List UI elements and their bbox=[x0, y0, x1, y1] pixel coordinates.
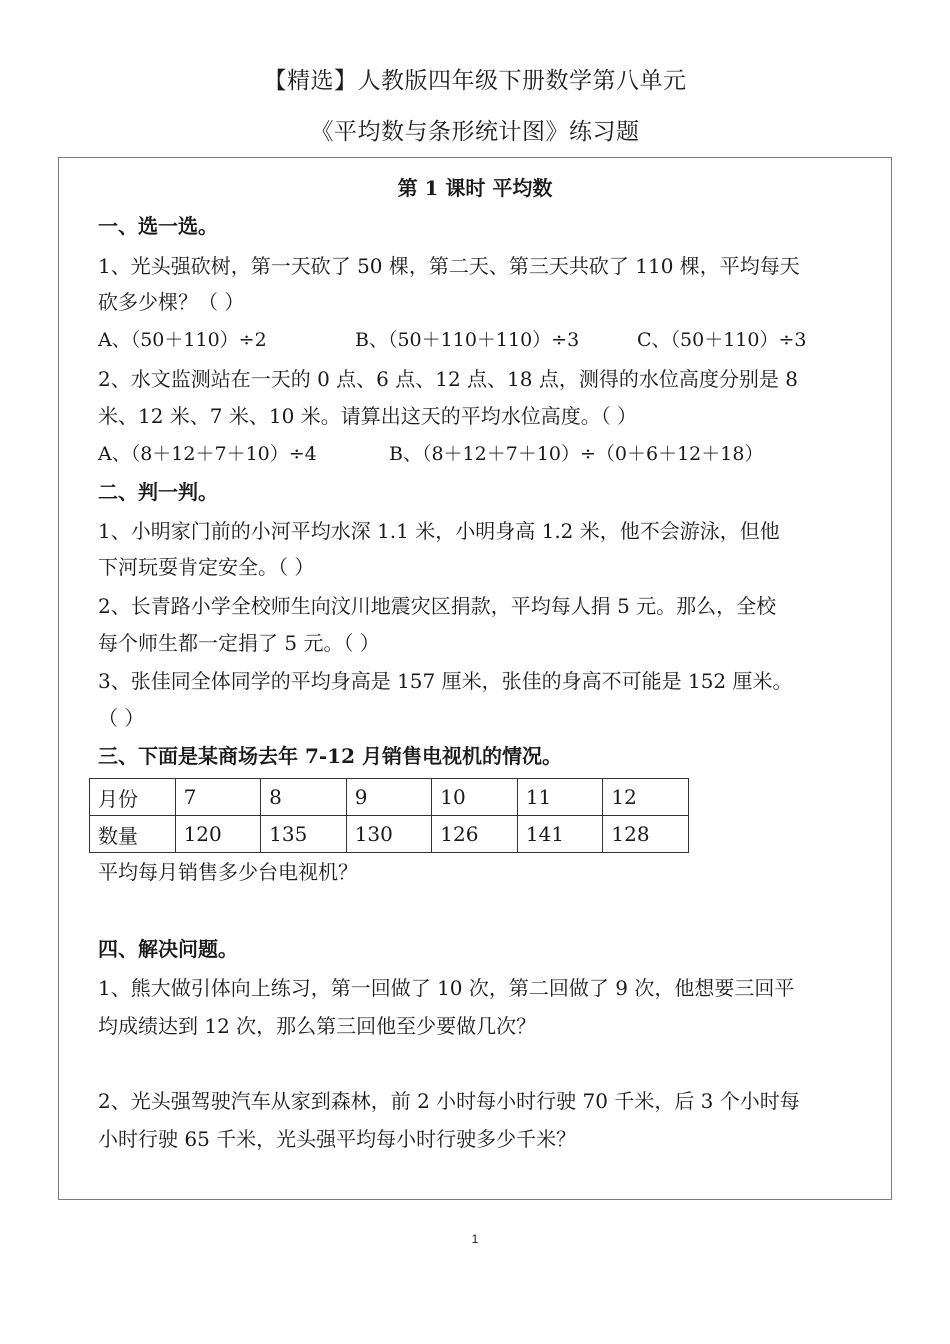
section1-heading: 一、选一选。 bbox=[98, 214, 218, 238]
problem2-line2: 小时行驶 65 千米，光头强平均每小时行驶多少千米？ bbox=[98, 1127, 577, 1151]
problem2-line1: 2、光头强驾驶汽车从家到森林，前 2 小时每小时行驶 70 千米，后 3 个小时每 bbox=[98, 1089, 800, 1113]
q2-line1: 2、水文监测站在一天的 0 点、6 点、12 点、18 点，测得的水位高度分别是 8 bbox=[98, 367, 798, 391]
q2-option-b: B、（8＋12＋7＋10）÷（0＋6＋12＋18） bbox=[389, 443, 764, 465]
q1-option-b: B、（50＋110＋110）÷3 bbox=[355, 329, 580, 351]
q2-option-a: A、（8＋12＋7＋10）÷4 bbox=[98, 443, 317, 465]
table-cell: 12 bbox=[603, 779, 689, 816]
table-cell: 135 bbox=[261, 816, 347, 853]
problem1-line2: 均成绩达到 12 次，那么第三回他至少要做几次？ bbox=[98, 1014, 537, 1038]
section2-heading: 二、判一判。 bbox=[98, 480, 218, 504]
judge3-line1: 3、张佳同全体同学的平均身高是 157 厘米，张佳的身高不可能是 152 厘米。 bbox=[98, 669, 793, 693]
tv-sales-table bbox=[89, 778, 689, 853]
table-cell: 126 bbox=[432, 816, 518, 853]
table-cell: 7 bbox=[175, 779, 261, 816]
q2-line2: 米、12 米、7 米、10 米。请算出这天的平均水位高度。（ ） bbox=[98, 404, 638, 428]
judge1-line1: 1、小明家门前的小河平均水深 1.1 米，小明身高 1.2 米，他不会游泳，但他 bbox=[98, 519, 780, 543]
judge2-line1: 2、长青路小学全校师生向汶川地震灾区捐款，平均每人捐 5 元。那么，全校 bbox=[98, 594, 777, 618]
table-cell: 128 bbox=[603, 816, 689, 853]
section3-heading: 三、下面是某商场去年 7-12 月销售电视机的情况。 bbox=[98, 744, 562, 768]
section4-heading: 四、解决问题。 bbox=[98, 937, 238, 961]
section3-question: 平均每月销售多少台电视机？ bbox=[98, 860, 358, 884]
judge1-line2: 下河玩耍肯定安全。（ ） bbox=[98, 555, 315, 579]
q1-option-a: A、（50＋110）÷2 bbox=[98, 329, 267, 351]
judge2-line2: 每个师生都一定捐了 5 元。（ ） bbox=[98, 631, 380, 655]
table-cell: 10 bbox=[432, 779, 518, 816]
document-title-line2: 《平均数与条形统计图》练习题 bbox=[310, 119, 640, 145]
problem1-line1: 1、熊大做引体向上练习，第一回做了 10 次，第二回做了 9 次，他想要三回平 bbox=[98, 976, 795, 1000]
table-row bbox=[90, 816, 689, 853]
q1-line1: 1、光头强砍树，第一天砍了 50 棵，第二天、第三天共砍了 110 棵，平均每天 bbox=[98, 254, 800, 278]
table-cell: 月份 bbox=[90, 779, 176, 816]
document-title-line1: 【精选】人教版四年级下册数学第八单元 bbox=[263, 68, 687, 94]
judge3-line2: （ ） bbox=[98, 706, 145, 730]
lesson-title: 第 1 课时 平均数 bbox=[397, 176, 553, 200]
table-cell: 120 bbox=[175, 816, 261, 853]
table-cell: 130 bbox=[346, 816, 432, 853]
page-number: 1 bbox=[471, 1232, 479, 1246]
table-cell: 11 bbox=[517, 779, 603, 816]
table-cell: 9 bbox=[346, 779, 432, 816]
table-row bbox=[90, 779, 689, 816]
q1-option-c: C、（50＋110）÷3 bbox=[637, 329, 807, 351]
table-cell: 8 bbox=[261, 779, 347, 816]
q1-line2: 砍多少棵？（ ） bbox=[98, 290, 245, 314]
table-cell: 141 bbox=[517, 816, 603, 853]
table-cell: 数量 bbox=[90, 816, 176, 853]
